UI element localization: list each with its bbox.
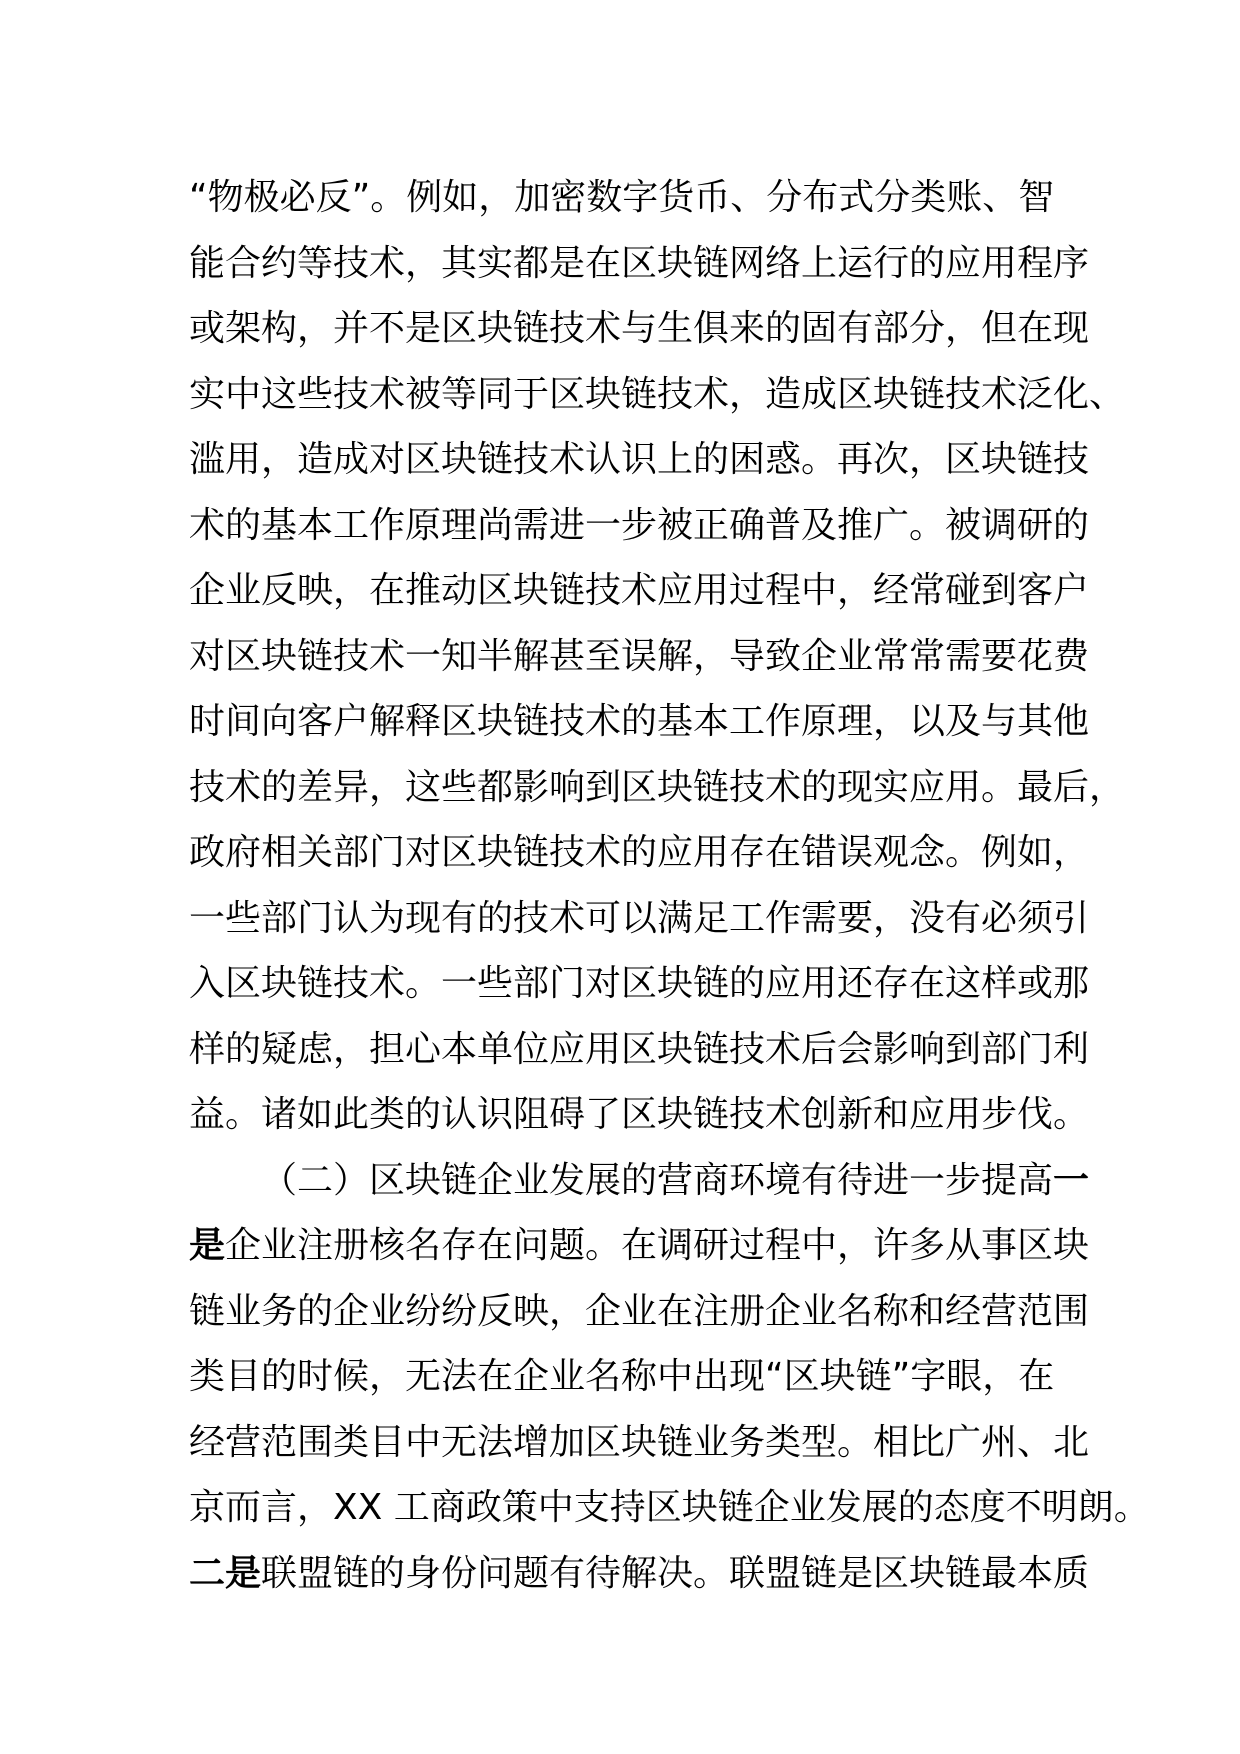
text-line: 经营范围类目中无法增加区块链业务类型。相比广州、北	[189, 1421, 1090, 1463]
text-segment: 联盟链的身份问题有待解决。联盟链是区块链最本质	[261, 1552, 1090, 1594]
text-line: 类目的时候，无法在企业名称中出现“区块链”字眼，在	[189, 1356, 1055, 1397]
text-line: 京而言，XX 工商政策中支持区块链企业发展的态度不明朗。	[189, 1487, 1150, 1528]
text-line: “物极必反”。例如，加密数字货币、分布式分类账、智	[189, 177, 1055, 218]
section-heading-line	[189, 1148, 1090, 1214]
text-line: 实中这些技术被等同于区块链技术，造成区块链技术泛化、	[189, 373, 1126, 415]
text-line: 样的疑虑，担心本单位应用区块链技术后会影响到部门利	[189, 1028, 1090, 1070]
bold-marker-shi: 是	[189, 1225, 226, 1266]
text-line: 益。诸如此类的认识阻碍了区块链技术创新和应用步伐。	[189, 1094, 1090, 1135]
text-line	[189, 1541, 1090, 1607]
text-line: 政府相关部门对区块链技术的应用存在错误观念。例如，	[189, 832, 1090, 873]
text-line: 时间向客户解释区块链技术的基本工作原理，以及与其他	[189, 701, 1090, 742]
text-line: 术的基本工作原理尚需进一步被正确普及推广。被调研的	[189, 504, 1090, 546]
text-line: 对区块链技术一知半解甚至误解，导致企业常常需要花费	[189, 635, 1090, 677]
text-line: 企业反映，在推动区块链技术应用过程中，经常碰到客户	[189, 570, 1090, 611]
section-heading: （二）区块链企业发展的营商环境有待进一步提高	[261, 1159, 1054, 1201]
text-line: 链业务的企业纷纷反映，企业在注册企业名称和经营范围	[189, 1290, 1090, 1332]
text-line: 一些部门认为现有的技术可以满足工作需要，没有必须引	[189, 897, 1090, 939]
bold-marker-erhi: 二是	[189, 1552, 262, 1594]
text-line: 入区块链技术。一些部门对区块链的应用还存在这样或那	[189, 963, 1090, 1004]
text-segment: 企业注册核名存在问题。在调研过程中，许多从事区块	[225, 1225, 1090, 1266]
text-line: 能合约等技术，其实都是在区块链网络上运行的应用程序	[189, 242, 1090, 284]
bold-marker-one: 一	[1053, 1159, 1090, 1201]
text-line: 滥用，造成对区块链技术认识上的困惑。再次，区块链技	[189, 439, 1090, 480]
text-line	[189, 1213, 1090, 1279]
text-line: 或架构，并不是区块链技术与生俱来的固有部分，但在现	[189, 308, 1090, 349]
text-line: 技术的差异，这些都影响到区块链技术的现实应用。最后，	[189, 766, 1126, 808]
body-text	[189, 165, 1150, 1606]
